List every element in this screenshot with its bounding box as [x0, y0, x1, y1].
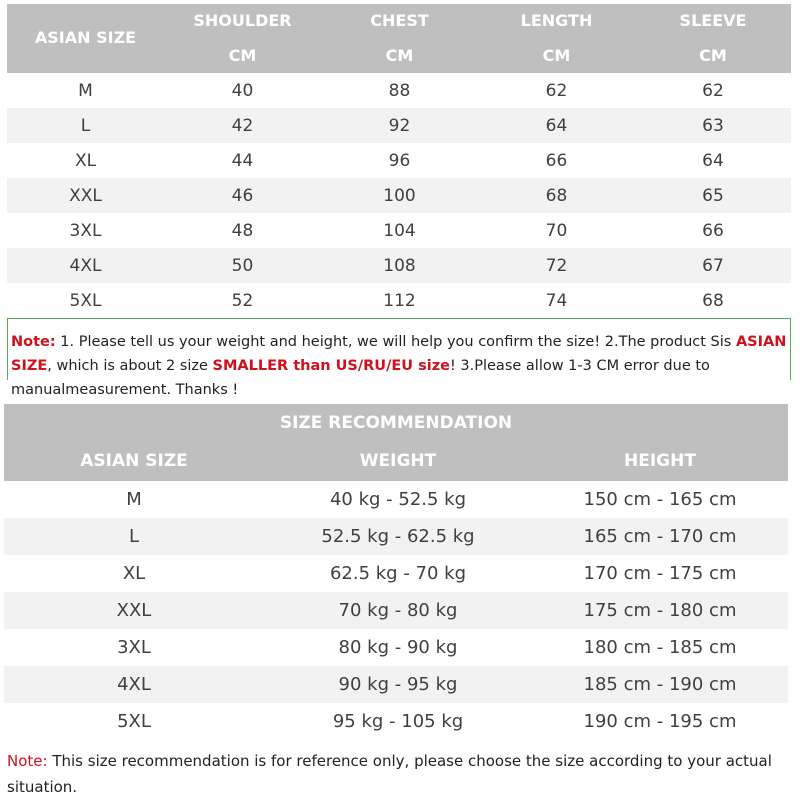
table-row [7, 143, 791, 178]
table-row [7, 73, 791, 108]
note-label: Note: [11, 334, 56, 350]
cell-shoulder: 52 [231, 290, 254, 311]
cell-chest: 96 [388, 150, 411, 171]
table-row [4, 555, 788, 592]
size-recommendation-table [4, 404, 788, 740]
cell-length: 68 [545, 185, 568, 206]
cell-weight: 40 kg - 52.5 kg [329, 489, 467, 510]
cell-height: 150 cm - 165 cm [583, 489, 737, 510]
table-row [4, 481, 788, 518]
cell-chest: 88 [388, 80, 411, 101]
table-row [4, 666, 788, 703]
table-row [7, 178, 791, 213]
table-row [7, 283, 791, 318]
header-height: HEIGHT [624, 451, 696, 471]
cell-sleeve: 62 [702, 80, 724, 101]
note-text-1 [11, 330, 796, 402]
header-shoulder-unit: CM [228, 46, 257, 65]
cell-length: 64 [545, 115, 568, 136]
cell-shoulder: 46 [231, 185, 254, 206]
cell-chest: 112 [383, 290, 416, 311]
table-row [7, 108, 791, 143]
cell-size: M [78, 80, 93, 101]
cell-size: M [126, 489, 142, 510]
cell-chest: 100 [383, 185, 416, 206]
cell-weight: 95 kg - 105 kg [332, 711, 464, 732]
header-sleeve-unit: CM [699, 46, 727, 65]
note-part-3: ! 3.Please allow 1-3 CM error due to manualmeasurement. Thanks ! [11, 358, 710, 398]
cell-sleeve: 63 [702, 115, 724, 136]
cell-weight: 90 kg - 95 kg [338, 674, 458, 695]
cell-weight: 62.5 kg - 70 kg [329, 563, 467, 584]
cell-length: 62 [545, 80, 568, 101]
size-chart-table [7, 4, 791, 318]
size-chart-header [7, 4, 791, 73]
cell-height: 190 cm - 195 cm [583, 711, 737, 732]
header-length: LENGTH [520, 11, 593, 30]
cell-chest: 104 [383, 220, 416, 241]
cell-shoulder: 40 [231, 80, 254, 101]
header-asian-size: ASIAN SIZE [34, 28, 137, 47]
note-label: Note: [7, 752, 48, 770]
cell-size: XL [122, 563, 146, 584]
recommendation-title: SIZE RECOMMENDATION [279, 413, 513, 433]
cell-size: XL [74, 150, 97, 171]
cell-weight: 80 kg - 90 kg [338, 637, 458, 658]
cell-size: 5XL [69, 290, 102, 311]
cell-weight: 70 kg - 80 kg [338, 600, 458, 621]
cell-size: XXL [69, 185, 102, 206]
cell-size: 5XL [117, 711, 151, 732]
recommendation-header [4, 404, 788, 481]
note-asian-size: ASIAN SIZE [11, 334, 787, 374]
cell-chest: 92 [388, 115, 411, 136]
note-part-2: , which is about 2 size [47, 358, 213, 374]
cell-size: XXL [116, 600, 152, 621]
cell-weight: 52.5 kg - 62.5 kg [321, 526, 475, 547]
note-part-1: 1. Please tell us your weight and height, we will help you confirm the size! 2.The product Sis [55, 334, 736, 350]
cell-size: 4XL [117, 674, 151, 695]
cell-sleeve: 68 [702, 290, 724, 311]
cell-size: L [80, 115, 91, 136]
cell-sleeve: 66 [702, 220, 724, 241]
table-row [7, 213, 791, 248]
cell-height: 175 cm - 180 cm [583, 600, 737, 621]
cell-shoulder: 44 [231, 150, 254, 171]
table-row [4, 629, 788, 666]
cell-sleeve: 67 [702, 255, 724, 276]
cell-size: L [128, 526, 140, 547]
cell-sleeve: 65 [702, 185, 724, 206]
table-row [4, 703, 788, 740]
cell-size: 3XL [69, 220, 102, 241]
cell-size: 3XL [117, 637, 151, 658]
cell-shoulder: 42 [231, 115, 254, 136]
header-shoulder: SHOULDER [193, 11, 292, 30]
table-row [4, 592, 788, 629]
cell-length: 72 [545, 255, 568, 276]
cell-chest: 108 [383, 255, 416, 276]
cell-shoulder: 48 [231, 220, 254, 241]
cell-length: 74 [545, 290, 568, 311]
cell-height: 170 cm - 175 cm [583, 563, 737, 584]
header-sleeve: SLEEVE [679, 11, 747, 30]
header-chest: CHEST [370, 11, 429, 30]
cell-sleeve: 64 [702, 150, 724, 171]
header-length-unit: CM [542, 46, 571, 65]
table-row [4, 518, 788, 555]
cell-size: 4XL [69, 255, 102, 276]
note-text-2 [7, 748, 797, 800]
note-smaller: SMALLER than US/RU/EU size [212, 358, 450, 374]
cell-height: 165 cm - 170 cm [583, 526, 737, 547]
note-body: This size recommendation is for reference only, please choose the size according to your actual situation. [7, 752, 772, 796]
table-row [7, 248, 791, 283]
header-asian-size: ASIAN SIZE [80, 451, 188, 471]
header-chest-unit: CM [385, 46, 414, 65]
header-weight: WEIGHT [359, 451, 437, 471]
cell-height: 185 cm - 190 cm [583, 674, 737, 695]
cell-length: 70 [545, 220, 568, 241]
cell-shoulder: 50 [231, 255, 254, 276]
cell-height: 180 cm - 185 cm [583, 637, 737, 658]
cell-length: 66 [545, 150, 568, 171]
